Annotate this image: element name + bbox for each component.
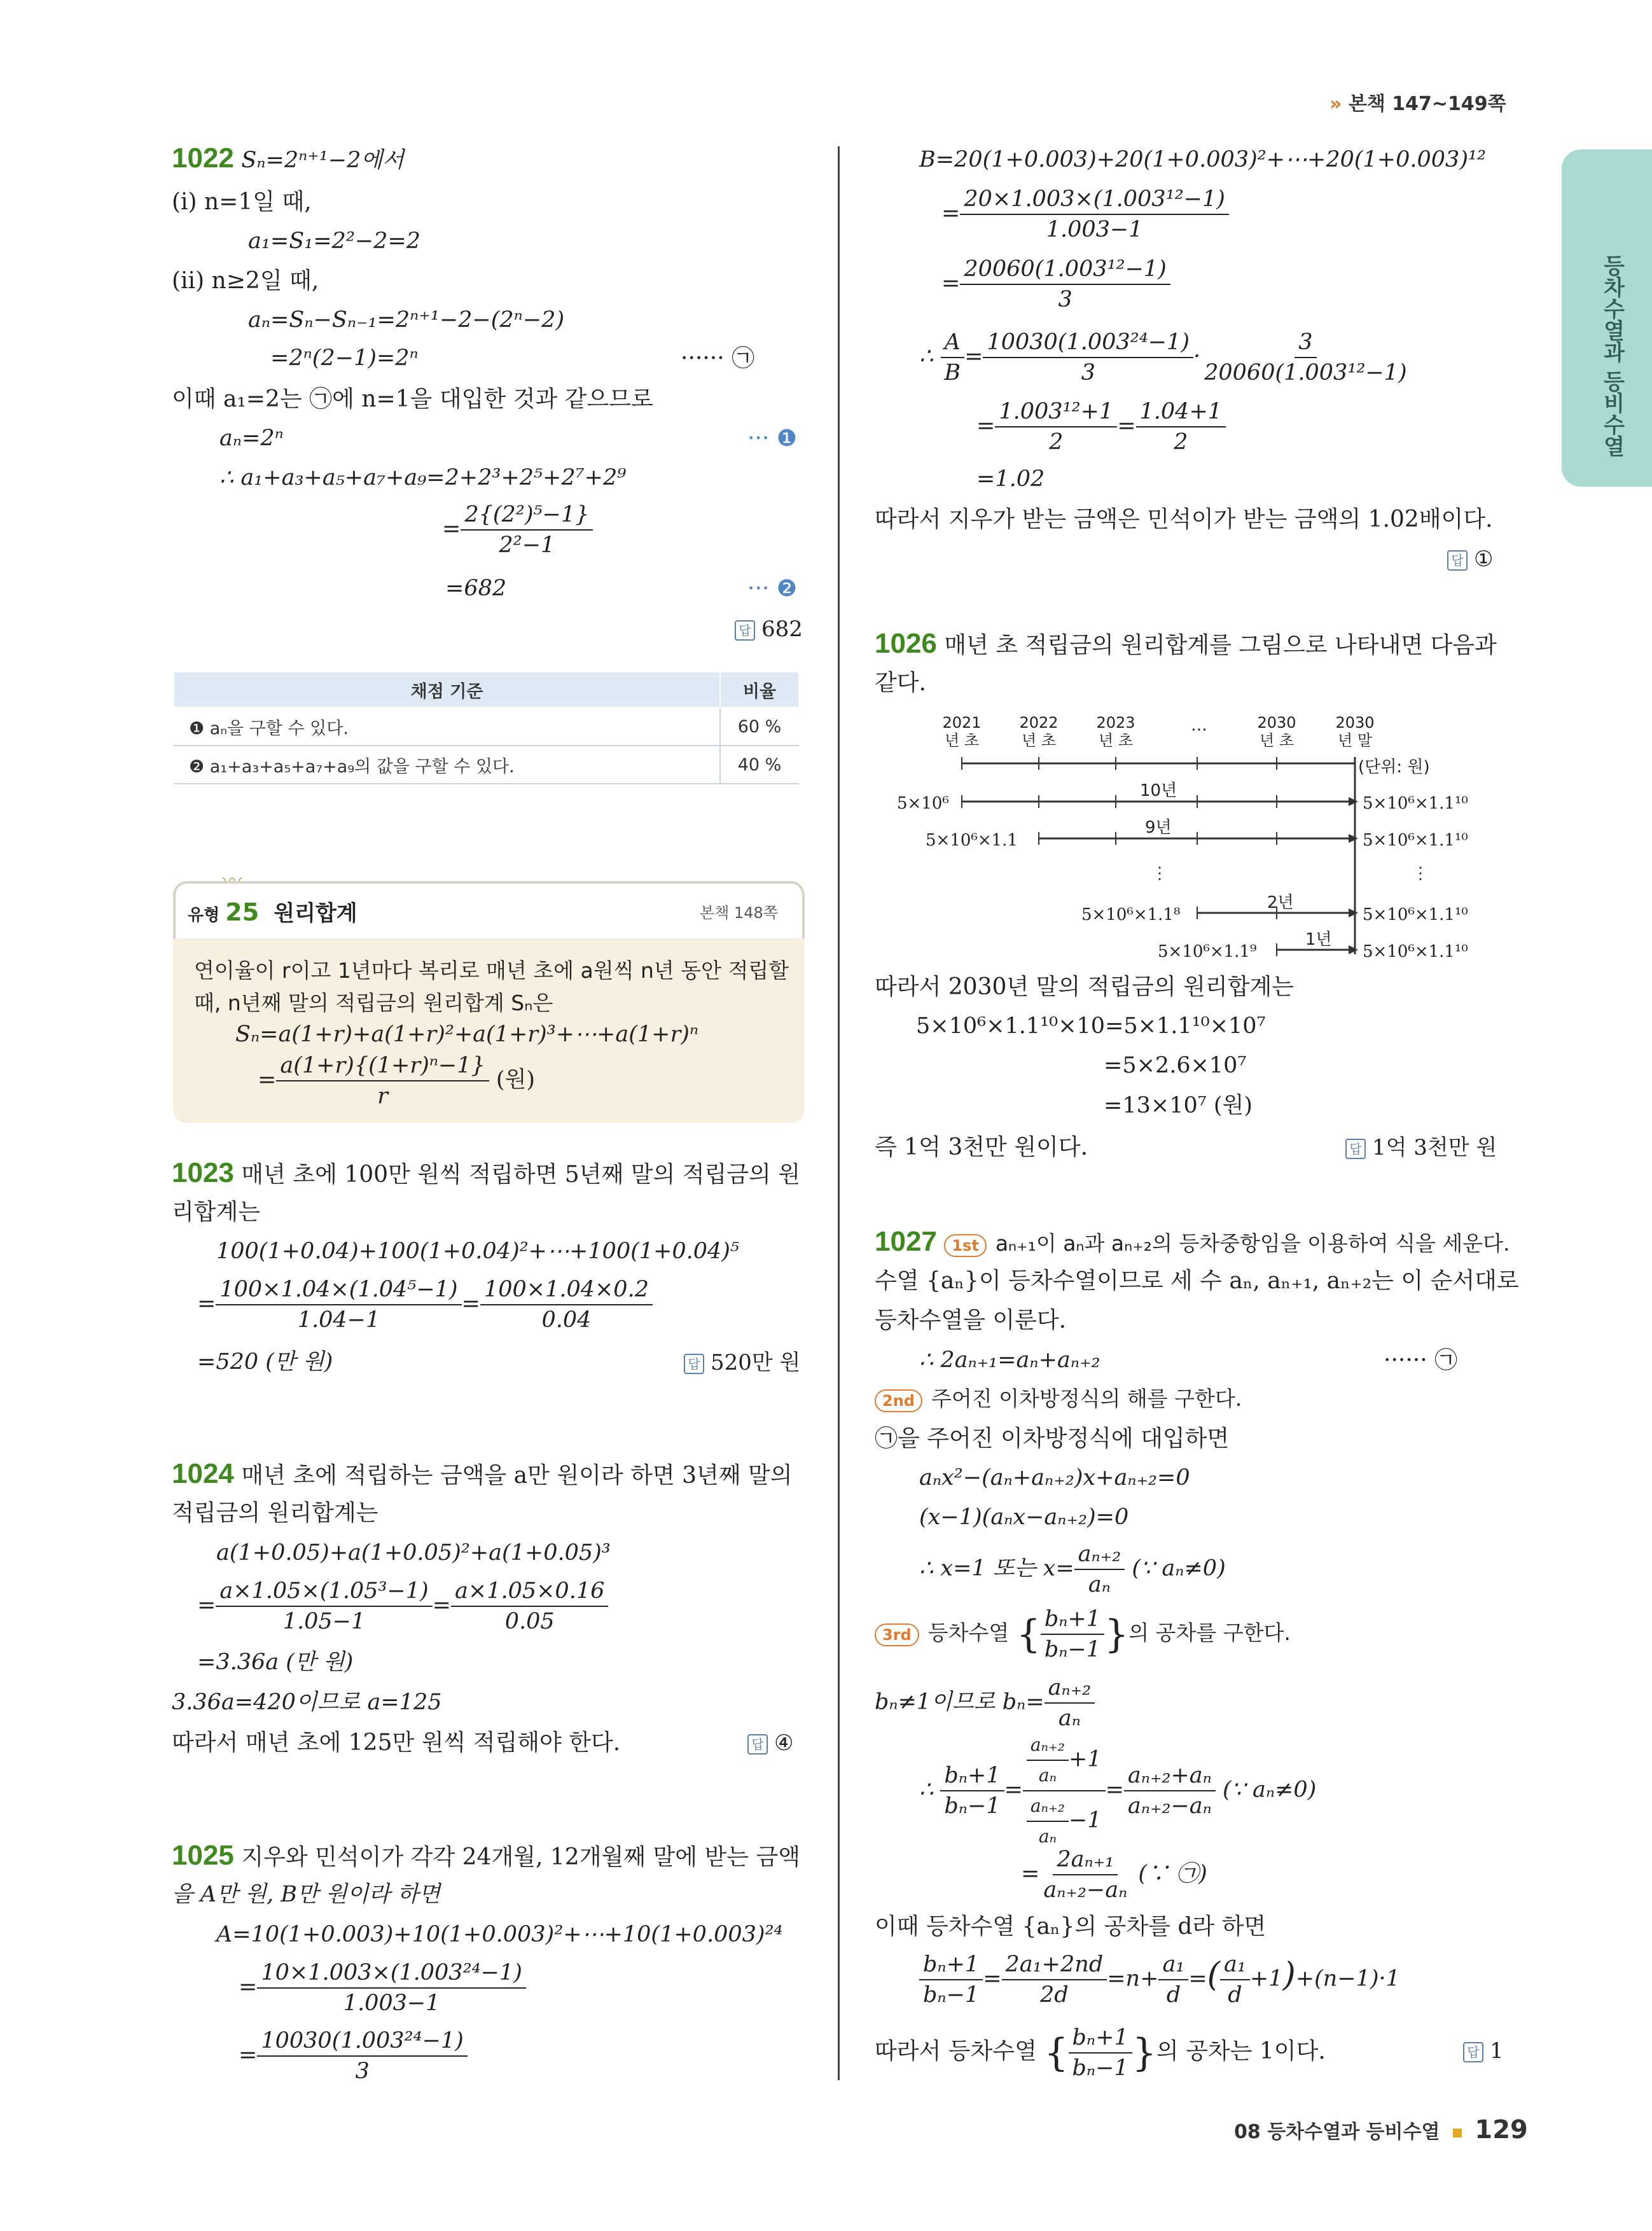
year-label: 2022년 초 <box>1019 714 1059 749</box>
problem-number: 1024 <box>172 1458 234 1489</box>
bn-formula: bₙ≠1이므로 bₙ= $\frac{\text{aₙ₊₂}}{\text{aₙ}}$ <box>875 1673 1095 1733</box>
footer: 08 등차수열과 등비수열 129 <box>1234 2115 1528 2144</box>
left-label: 5×10⁶×1.1 <box>926 831 1018 850</box>
step-badge: 2nd <box>875 1389 922 1412</box>
chapter-number: 08 <box>1515 178 1571 233</box>
arrowhead-icon <box>1349 908 1358 917</box>
conclusion-1027: 따라서 등차수열 { $\frac{\text{bₙ+1}}{\text{bₙ−1}}$ }의 공차는 1이다. <box>875 2023 1326 2083</box>
timeline-diagram <box>891 706 1501 973</box>
right-label: 5×10⁶×1.1¹⁰ <box>1363 831 1468 850</box>
answer-icon: 답 <box>1463 2042 1483 2062</box>
formula-1025d: = $\frac{\text{20060(1.003¹²−1)}}{3}$ <box>941 254 1170 314</box>
formula-1023: = $\frac{\text{100×1.04×(1.04⁵−1)}}{1.04-1}$ = $\frac{100\times 1.04\times 0.2}{0.04}$ <box>197 1275 653 1335</box>
c3-fraction: $\frac{\text{bₙ+1}}{\text{bₙ−1}}$ = $\frac{\text{2a₁+2nd}}{2d}$ =n+ $\frac{\text{a₁}}{d}$ =( $\frac{\text{a₁}}{d}$ +1)+(n−1)·1 <box>919 1950 1400 2010</box>
formula-1025f: = $\frac{\text{1.003¹²+1}}{2}$ = $\frac{1.04+1}{2}$ <box>976 397 1226 457</box>
right-label: 5×10⁶×1.1¹⁰ <box>1363 942 1468 961</box>
left-label: ⋮ <box>1151 864 1168 883</box>
step-badge: 1st <box>944 1234 986 1257</box>
answer-1026: 답 1억 3천만 원 <box>1345 1132 1497 1163</box>
column-divider <box>838 146 840 2080</box>
arrowhead-icon <box>1349 945 1358 954</box>
root-formula: ∴ x=1 또는 x= $\frac{\text{aₙ₊₂}}{\text{aₙ}}$ (∵ aₙ≠0) <box>919 1539 1226 1599</box>
problem-number: 1022 <box>172 142 234 174</box>
right-label: ⋮ <box>1412 864 1429 883</box>
answer-icon: 답 <box>1447 550 1468 571</box>
formula-1025c: = $\frac{\text{20×1.003×(1.003¹²−1)}}{1.003-1}$ <box>941 184 1229 244</box>
formula-1025e: ∴ $\frac{A}{B}$ = $\frac{\text{10030(1.003²⁴−1)}}{3}$ · $\frac{3}{\text{20060(1.003¹²−1)}}$ <box>919 328 1411 387</box>
answer-1023: 답 520만 원 <box>684 1347 800 1378</box>
span-label: 2년 <box>1267 893 1294 912</box>
year-label: 2030년 초 <box>1257 714 1296 749</box>
year-label: 2021년 초 <box>942 714 982 749</box>
left-label: 5×10⁶×1.1⁸ <box>1081 905 1181 924</box>
answer-1022: 답 682 <box>735 614 803 644</box>
problem-1022: 1022 Sₙ=2ⁿ⁺¹−2에서 <box>172 142 405 174</box>
problem-1023: 1023 매년 초에 100만 원씩 적립하면 5년째 말의 적립금의 원 <box>172 1157 801 1188</box>
answer-1027: 답 1 <box>1463 2036 1504 2066</box>
double-chevron-icon: » <box>1329 93 1342 115</box>
span-label: 9년 <box>1145 818 1172 837</box>
year-label: ⋯ <box>1191 720 1207 739</box>
step2: 2nd 주어진 이차방정식의 해를 구한다. <box>875 1384 1242 1414</box>
page-number: 129 <box>1475 2115 1528 2144</box>
year-label: 2023년 초 <box>1096 714 1135 749</box>
answer-icon: 답 <box>684 1354 704 1374</box>
answer-icon: 답 <box>747 1734 768 1755</box>
left-label: 5×10⁶ <box>897 794 949 813</box>
type25-formula: = $\frac{\text{a(1+r)\{(1+r)ⁿ−1\}}}{r}$ (원) <box>258 1051 535 1111</box>
answer-icon: 답 <box>1345 1139 1366 1159</box>
table-row: ❶ aₙ을 구할 수 있다. 60 % <box>174 707 799 746</box>
answer-icon: 답 <box>735 620 755 641</box>
formula-1025a: = $\frac{\text{10×1.003×(1.003²⁴−1)}}{1.003-1}$ <box>239 1958 526 2018</box>
problem-number: 1027 <box>875 1226 937 1257</box>
fraction-sum: = $\frac{\text{2\{(2²)⁵−1\}}}{\text{2²−1}}$ <box>442 500 593 560</box>
type-label: 유형 25 원리합계 <box>188 898 357 926</box>
page-range-header: » 본책 147~149쪽 <box>1329 93 1506 115</box>
problem-number: 1023 <box>172 1157 234 1188</box>
square-bullet-icon <box>1453 2129 1462 2137</box>
complex-fraction: ∴ $\frac{\text{bₙ+1}}{\text{bₙ−1}}$ = $\frac{\text{aₙ₊₂}}{\text{aₙ}}$ +1 $\frac{\text{aₙ₊₂}}{\text{aₙ}}$ −1 = $\frac{\text{aₙ₊₂+aₙ}}{\text{aₙ₊₂−aₙ}}$ (∵ aₙ≠0) <box>919 1730 1316 1851</box>
formula-1024: = $\frac{\text{a×1.05×(1.05³−1)}}{1.05-1}$ = $\frac{a\times 1.05\times 0.16}{0.05}$ <box>197 1576 608 1636</box>
arrowhead-icon <box>1349 797 1358 806</box>
right-label: 5×10⁶×1.1¹⁰ <box>1363 905 1468 924</box>
table-row: ❷ a₁+a₃+a₅+a₇+a₉의 값을 구할 수 있다. 40 % <box>174 746 799 784</box>
span-label: 10년 <box>1140 781 1177 800</box>
unit-label: (단위: 원) <box>1358 758 1430 777</box>
grading-criteria-table: 채점 기준 비율 ❶ aₙ을 구할 수 있다. 60 % ❷ a₁+a₃+a₅+a₇+a₉의 값을 구할 수 있다. 40 % <box>173 671 800 784</box>
right-label: 5×10⁶×1.1¹⁰ <box>1363 794 1468 813</box>
span-label: 1년 <box>1305 930 1332 949</box>
problem-1025: 1025 지우와 민석이가 각각 24개월, 12개월째 말에 받는 금액 <box>172 1840 801 1871</box>
step-badge: 3rd <box>875 1623 919 1646</box>
formula-1025b: = $\frac{\text{10030(1.003²⁴−1)}}{3}$ <box>239 2026 468 2086</box>
answer-1025: 답 ① <box>1447 544 1493 574</box>
problem-1024: 1024 매년 초에 적립하는 금액을 a만 원이라 하면 3년째 말의 <box>172 1458 793 1489</box>
c2-fraction: = $\frac{\text{2aₙ₊₁}}{\text{aₙ₊₂−aₙ}}$ (∵ ㉠) <box>1021 1845 1207 1905</box>
problem-1026: 1026 매년 초 적립금의 원리합계를 그림으로 나타내면 다음과 <box>875 628 1497 659</box>
problem-1027: 1027 1st aₙ₊₁이 aₙ과 aₙ₊₂의 등차중항임을 이용하여 식을 세운다. <box>875 1226 1510 1257</box>
answer-1024: 답 ④ <box>747 1728 793 1758</box>
chapter-title: 등차수열과 등비수열 <box>1599 254 1625 457</box>
arrowhead-icon <box>1349 834 1358 843</box>
year-label: 2030년 말 <box>1335 714 1375 749</box>
step3: 3rd 등차수열 { $\frac{\text{bₙ+1}}{\text{bₙ−1}}$ }의 공차를 구한다. <box>875 1604 1291 1664</box>
problem-number: 1026 <box>875 628 937 659</box>
problem-number: 1025 <box>172 1840 234 1871</box>
left-label: 5×10⁶×1.1⁹ <box>1158 942 1257 961</box>
